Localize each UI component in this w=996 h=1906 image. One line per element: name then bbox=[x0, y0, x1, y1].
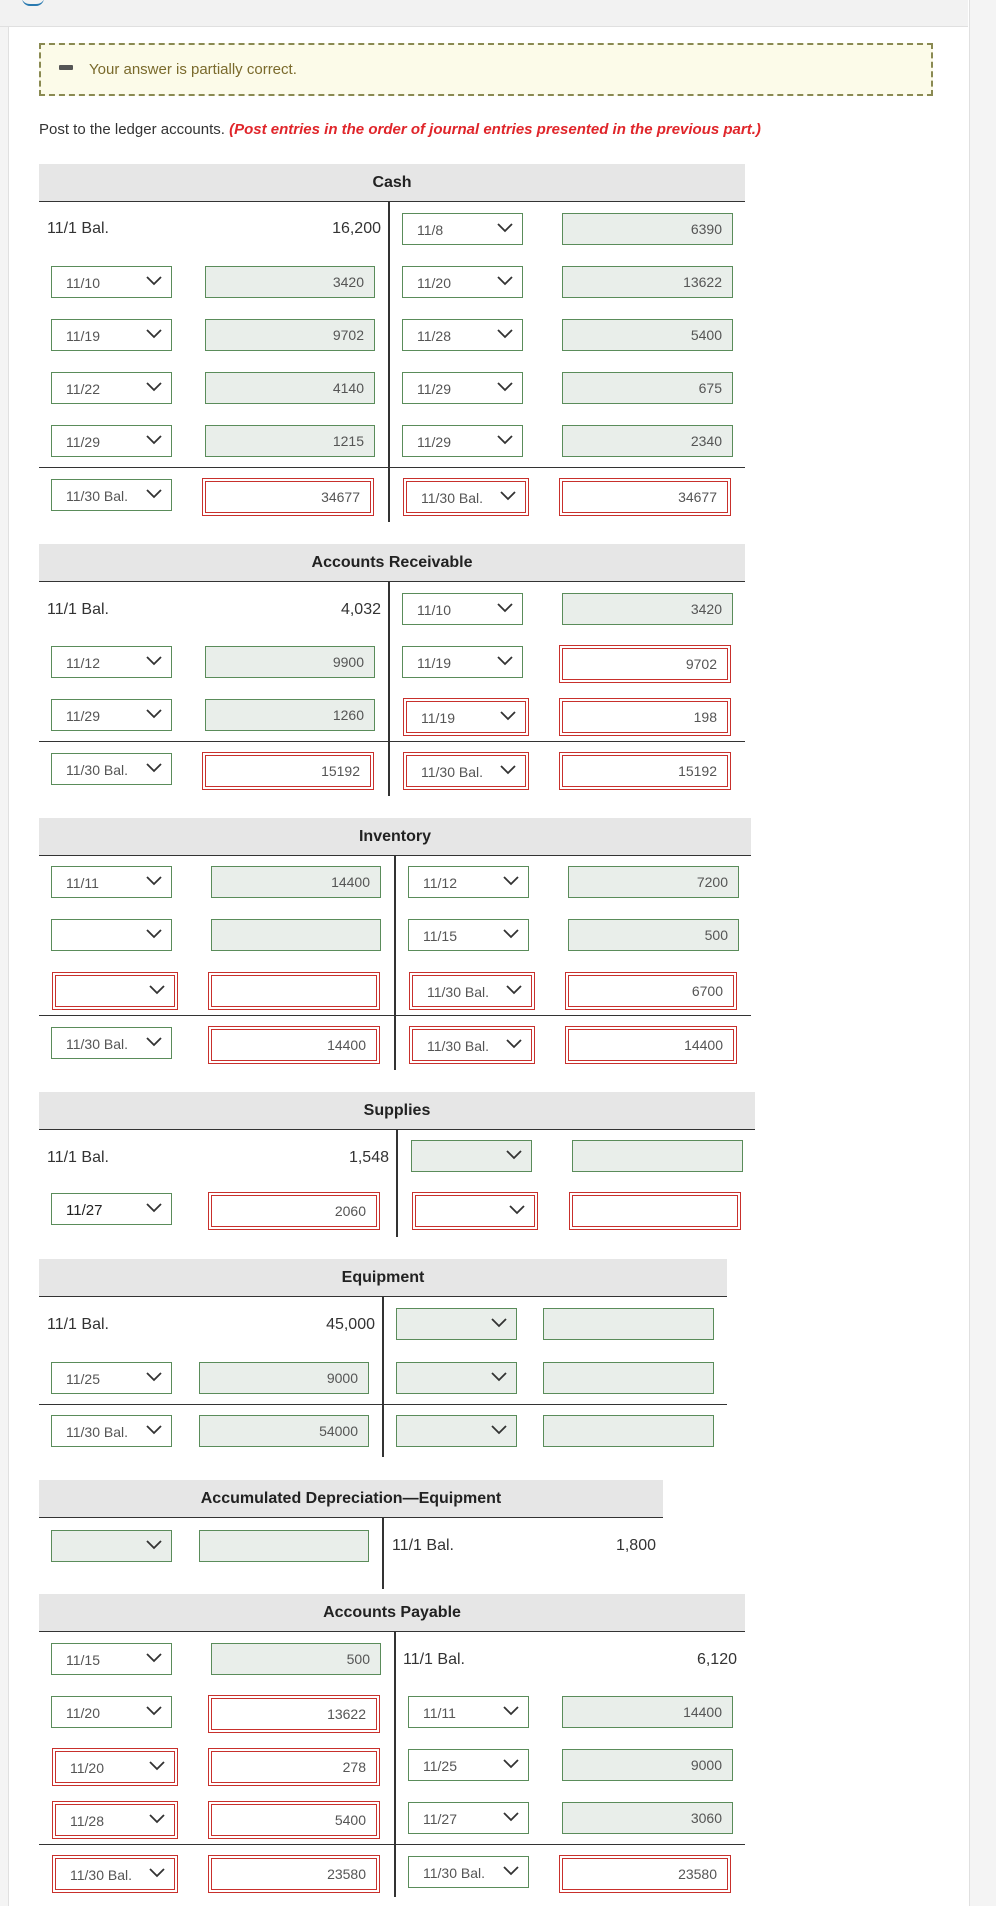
date-select-value: 11/28 bbox=[417, 328, 451, 344]
chevron-down-icon bbox=[145, 1538, 163, 1552]
amount-input[interactable]: 34677 bbox=[205, 481, 371, 513]
date-select[interactable] bbox=[415, 1195, 535, 1227]
chevron-down-icon bbox=[145, 761, 163, 775]
amount-input[interactable]: 278 bbox=[211, 1751, 377, 1783]
date-select-value: 11/30 Bal. bbox=[427, 984, 490, 1000]
chevron-down-icon bbox=[148, 1759, 166, 1773]
balance-rule bbox=[39, 741, 745, 742]
amount-input[interactable]: 54000 bbox=[199, 1415, 369, 1447]
date-select-value: 11/30 Bal. bbox=[423, 1865, 486, 1881]
date-select[interactable] bbox=[402, 372, 523, 404]
amount-input[interactable] bbox=[543, 1308, 714, 1340]
amount-input[interactable]: 198 bbox=[562, 701, 728, 733]
chevron-down-icon bbox=[145, 927, 163, 941]
account-title: Accumulated Depreciation—Equipment bbox=[39, 1480, 663, 1518]
date-select[interactable] bbox=[396, 1362, 517, 1394]
balance-label: 11/1 Bal. bbox=[47, 601, 109, 618]
date-select-value: 11/25 bbox=[423, 1758, 457, 1774]
date-select[interactable] bbox=[51, 646, 172, 678]
date-select[interactable] bbox=[51, 319, 172, 351]
balance-label: 11/1 Bal. bbox=[47, 1149, 109, 1166]
date-select-value: 11/30 Bal. bbox=[66, 1036, 129, 1052]
date-select-value: 11/15 bbox=[423, 928, 457, 944]
chevron-down-icon bbox=[148, 983, 166, 997]
balance-value: 6,120 bbox=[696, 1651, 737, 1668]
balance-value: 45,000 bbox=[326, 1316, 375, 1333]
account-title: Supplies bbox=[39, 1092, 755, 1130]
chevron-down-icon bbox=[502, 1704, 520, 1718]
date-select[interactable] bbox=[51, 479, 172, 511]
balance-label: 11/1 Bal. bbox=[47, 220, 109, 237]
amount-input[interactable]: 675 bbox=[562, 372, 733, 404]
date-select-value: 11/10 bbox=[66, 275, 100, 291]
date-select[interactable] bbox=[402, 646, 523, 678]
instructions-note: (Post entries in the order of journal entries presented in the previous part.) bbox=[229, 121, 761, 138]
amount-input[interactable]: 23580 bbox=[562, 1858, 728, 1890]
date-select-value: 11/12 bbox=[66, 655, 100, 671]
date-select-value: 11/20 bbox=[70, 1760, 104, 1776]
date-select-value: 11/20 bbox=[417, 275, 451, 291]
taccount-divider bbox=[394, 856, 396, 1070]
chevron-down-icon bbox=[145, 487, 163, 501]
balance-rule bbox=[39, 1404, 727, 1405]
chevron-down-icon bbox=[496, 327, 514, 341]
account-title: Cash bbox=[39, 164, 745, 202]
chevron-down-icon bbox=[145, 874, 163, 888]
date-select-value: 11/29 bbox=[66, 708, 100, 724]
account-title: Equipment bbox=[39, 1259, 727, 1297]
chevron-down-icon bbox=[502, 1757, 520, 1771]
date-select[interactable] bbox=[411, 1140, 532, 1172]
balance-value: 1,800 bbox=[615, 1537, 656, 1554]
date-select[interactable] bbox=[51, 1696, 172, 1728]
date-select[interactable] bbox=[51, 1193, 172, 1225]
date-select[interactable] bbox=[396, 1308, 517, 1340]
date-select-value: 11/19 bbox=[417, 655, 451, 671]
date-select-value: 11/8 bbox=[417, 222, 444, 238]
date-select[interactable] bbox=[408, 1802, 529, 1834]
amount-input[interactable]: 2340 bbox=[562, 425, 733, 457]
date-select-value: 11/12 bbox=[423, 875, 457, 891]
amount-input[interactable]: 13622 bbox=[562, 266, 733, 298]
chevron-down-icon bbox=[145, 1201, 163, 1215]
date-select[interactable] bbox=[51, 1362, 172, 1394]
chevron-down-icon bbox=[496, 601, 514, 615]
amount-input[interactable]: 34677 bbox=[562, 481, 728, 513]
date-select-value: 11/30 Bal. bbox=[66, 1424, 129, 1440]
date-select-value: 11/30 Bal. bbox=[66, 762, 129, 778]
chevron-down-icon bbox=[499, 489, 517, 503]
chevron-down-icon bbox=[502, 1864, 520, 1878]
chevron-down-icon bbox=[145, 1035, 163, 1049]
chevron-down-icon bbox=[496, 433, 514, 447]
chevron-down-icon bbox=[502, 927, 520, 941]
amount-input[interactable]: 3420 bbox=[205, 266, 375, 298]
instructions bbox=[39, 121, 761, 138]
balance-rule bbox=[39, 1844, 745, 1845]
balance-value: 4,032 bbox=[340, 601, 381, 618]
date-select-value: 11/30 Bal. bbox=[70, 1867, 133, 1883]
chevron-down-icon bbox=[508, 1203, 526, 1217]
amount-input[interactable]: 4140 bbox=[205, 372, 375, 404]
amount-input[interactable]: 9900 bbox=[205, 646, 375, 678]
chevron-down-icon bbox=[499, 763, 517, 777]
chevron-down-icon bbox=[502, 1810, 520, 1824]
amount-input[interactable] bbox=[543, 1362, 714, 1394]
amount-input[interactable]: 5400 bbox=[562, 319, 733, 351]
amount-input[interactable]: 14400 bbox=[562, 1696, 733, 1728]
amount-input[interactable]: 7200 bbox=[568, 866, 739, 898]
date-select-value: 11/25 bbox=[66, 1371, 100, 1387]
amount-input[interactable]: 500 bbox=[568, 919, 739, 951]
chevron-down-icon bbox=[496, 380, 514, 394]
date-select-value: 11/19 bbox=[421, 710, 455, 726]
date-select-value: 11/29 bbox=[417, 434, 451, 450]
balance-value: 1,548 bbox=[348, 1149, 389, 1166]
date-select[interactable] bbox=[402, 213, 523, 245]
amount-input[interactable]: 9000 bbox=[562, 1749, 733, 1781]
amount-input[interactable]: 6390 bbox=[562, 213, 733, 245]
date-select[interactable] bbox=[55, 1804, 175, 1836]
amount-input[interactable]: 2060 bbox=[211, 1195, 377, 1227]
amount-input[interactable]: 13622 bbox=[211, 1698, 377, 1730]
amount-input[interactable]: 1260 bbox=[205, 699, 375, 731]
date-select[interactable] bbox=[51, 1643, 172, 1675]
date-select[interactable] bbox=[51, 866, 172, 898]
chevron-down-icon bbox=[496, 654, 514, 668]
amount-input[interactable]: 15192 bbox=[205, 755, 371, 787]
amount-input[interactable] bbox=[572, 1140, 743, 1172]
taccount-divider bbox=[396, 1130, 398, 1237]
amount-input[interactable]: 9702 bbox=[562, 648, 728, 680]
amount-input[interactable]: 14400 bbox=[211, 1029, 377, 1061]
chevron-down-icon bbox=[145, 274, 163, 288]
date-select-value: 11/11 bbox=[66, 875, 99, 891]
date-select[interactable] bbox=[51, 753, 172, 785]
date-select-value: 11/28 bbox=[70, 1813, 104, 1829]
chevron-down-icon bbox=[502, 874, 520, 888]
amount-input[interactable] bbox=[211, 919, 381, 951]
date-select-value: 11/15 bbox=[66, 1652, 100, 1668]
amount-input[interactable]: 3060 bbox=[562, 1802, 733, 1834]
date-select[interactable] bbox=[51, 1530, 172, 1562]
part-link-icon[interactable] bbox=[22, 0, 44, 6]
date-select[interactable] bbox=[402, 425, 523, 457]
balance-rule bbox=[39, 1015, 751, 1016]
taccount-divider bbox=[388, 202, 390, 522]
amount-input[interactable]: 9702 bbox=[205, 319, 375, 351]
date-select-value: 11/30 Bal. bbox=[421, 490, 484, 506]
amount-input[interactable]: 1215 bbox=[205, 425, 375, 457]
chevron-down-icon bbox=[145, 1651, 163, 1665]
date-select[interactable] bbox=[402, 319, 523, 351]
date-select[interactable] bbox=[51, 372, 172, 404]
chevron-down-icon bbox=[148, 1866, 166, 1880]
balance-value: 16,200 bbox=[332, 220, 381, 237]
chevron-down-icon bbox=[496, 274, 514, 288]
date-select[interactable] bbox=[51, 425, 172, 457]
date-select[interactable] bbox=[408, 866, 529, 898]
balance-label: 11/1 Bal. bbox=[403, 1651, 465, 1668]
chevron-down-icon bbox=[145, 654, 163, 668]
date-select[interactable] bbox=[412, 1029, 532, 1061]
date-select[interactable] bbox=[406, 701, 526, 733]
feedback-banner bbox=[39, 43, 933, 96]
chevron-down-icon bbox=[145, 1704, 163, 1718]
account-title: Accounts Payable bbox=[39, 1594, 745, 1632]
date-select-value: 11/27 bbox=[423, 1811, 457, 1827]
amount-input[interactable]: 6700 bbox=[568, 975, 734, 1007]
date-select[interactable] bbox=[55, 975, 175, 1007]
amount-input[interactable]: 500 bbox=[211, 1643, 381, 1675]
top-bar bbox=[0, 0, 968, 27]
date-select[interactable] bbox=[396, 1415, 517, 1447]
date-select-value: 11/30 Bal. bbox=[66, 488, 129, 504]
date-select-value: 11/22 bbox=[66, 381, 100, 397]
date-select-value: 11/27 bbox=[66, 1202, 103, 1219]
chevron-down-icon bbox=[145, 1423, 163, 1437]
chevron-down-icon bbox=[505, 1148, 523, 1162]
chevron-down-icon bbox=[490, 1370, 508, 1384]
chevron-down-icon bbox=[505, 983, 523, 997]
amount-input[interactable] bbox=[543, 1415, 714, 1447]
taccount-divider bbox=[394, 1632, 396, 1897]
amount-input[interactable] bbox=[199, 1530, 369, 1562]
amount-input[interactable]: 5400 bbox=[211, 1804, 377, 1836]
date-select[interactable] bbox=[51, 1415, 172, 1447]
date-select-value: 11/19 bbox=[66, 328, 100, 344]
instructions-text: Post to the ledger accounts. bbox=[39, 121, 230, 138]
date-select[interactable] bbox=[406, 481, 526, 513]
date-select-value: 11/29 bbox=[417, 381, 451, 397]
amount-input[interactable]: 15192 bbox=[562, 755, 728, 787]
chevron-down-icon bbox=[505, 1037, 523, 1051]
date-select[interactable] bbox=[402, 266, 523, 298]
balance-label: 11/1 Bal. bbox=[47, 1316, 109, 1333]
partial-correct-icon bbox=[59, 65, 73, 70]
date-select[interactable] bbox=[406, 755, 526, 787]
date-select[interactable] bbox=[51, 699, 172, 731]
date-select-value: 11/30 Bal. bbox=[421, 764, 484, 780]
chevron-down-icon bbox=[145, 1370, 163, 1384]
amount-input[interactable]: 14400 bbox=[211, 866, 381, 898]
balance-rule bbox=[39, 467, 745, 468]
date-select-value: 11/11 bbox=[423, 1705, 456, 1721]
taccount-divider bbox=[388, 582, 390, 796]
amount-input[interactable] bbox=[572, 1195, 738, 1227]
taccount-divider bbox=[382, 1518, 384, 1589]
chevron-down-icon bbox=[145, 380, 163, 394]
chevron-down-icon bbox=[145, 433, 163, 447]
date-select-value: 11/20 bbox=[66, 1705, 100, 1721]
taccount-divider bbox=[382, 1297, 384, 1457]
date-select-value: 11/10 bbox=[417, 602, 451, 618]
chevron-down-icon bbox=[490, 1316, 508, 1330]
feedback-message: Your answer is partially correct. bbox=[89, 61, 297, 78]
date-select[interactable] bbox=[402, 593, 523, 625]
chevron-down-icon bbox=[145, 327, 163, 341]
account-title: Inventory bbox=[39, 818, 751, 856]
date-select[interactable] bbox=[412, 975, 532, 1007]
date-select[interactable] bbox=[408, 919, 529, 951]
date-select[interactable] bbox=[51, 266, 172, 298]
chevron-down-icon bbox=[148, 1812, 166, 1826]
date-select[interactable] bbox=[408, 1696, 529, 1728]
date-select-value: 11/29 bbox=[66, 434, 100, 450]
date-select[interactable] bbox=[408, 1856, 529, 1888]
chevron-down-icon bbox=[145, 707, 163, 721]
date-select[interactable] bbox=[51, 919, 172, 951]
chevron-down-icon bbox=[490, 1423, 508, 1437]
date-select[interactable] bbox=[51, 1027, 172, 1059]
date-select[interactable] bbox=[55, 1751, 175, 1783]
amount-input[interactable]: 23580 bbox=[211, 1858, 377, 1890]
date-select-value: 11/30 Bal. bbox=[427, 1038, 490, 1054]
date-select[interactable] bbox=[55, 1858, 175, 1890]
chevron-down-icon bbox=[496, 221, 514, 235]
amount-input[interactable]: 9000 bbox=[199, 1362, 369, 1394]
chevron-down-icon bbox=[499, 709, 517, 723]
amount-input[interactable]: 14400 bbox=[568, 1029, 734, 1061]
amount-input[interactable]: 3420 bbox=[562, 593, 733, 625]
date-select[interactable] bbox=[408, 1749, 529, 1781]
amount-input[interactable] bbox=[211, 975, 377, 1007]
balance-label: 11/1 Bal. bbox=[392, 1537, 454, 1554]
account-title: Accounts Receivable bbox=[39, 544, 745, 582]
